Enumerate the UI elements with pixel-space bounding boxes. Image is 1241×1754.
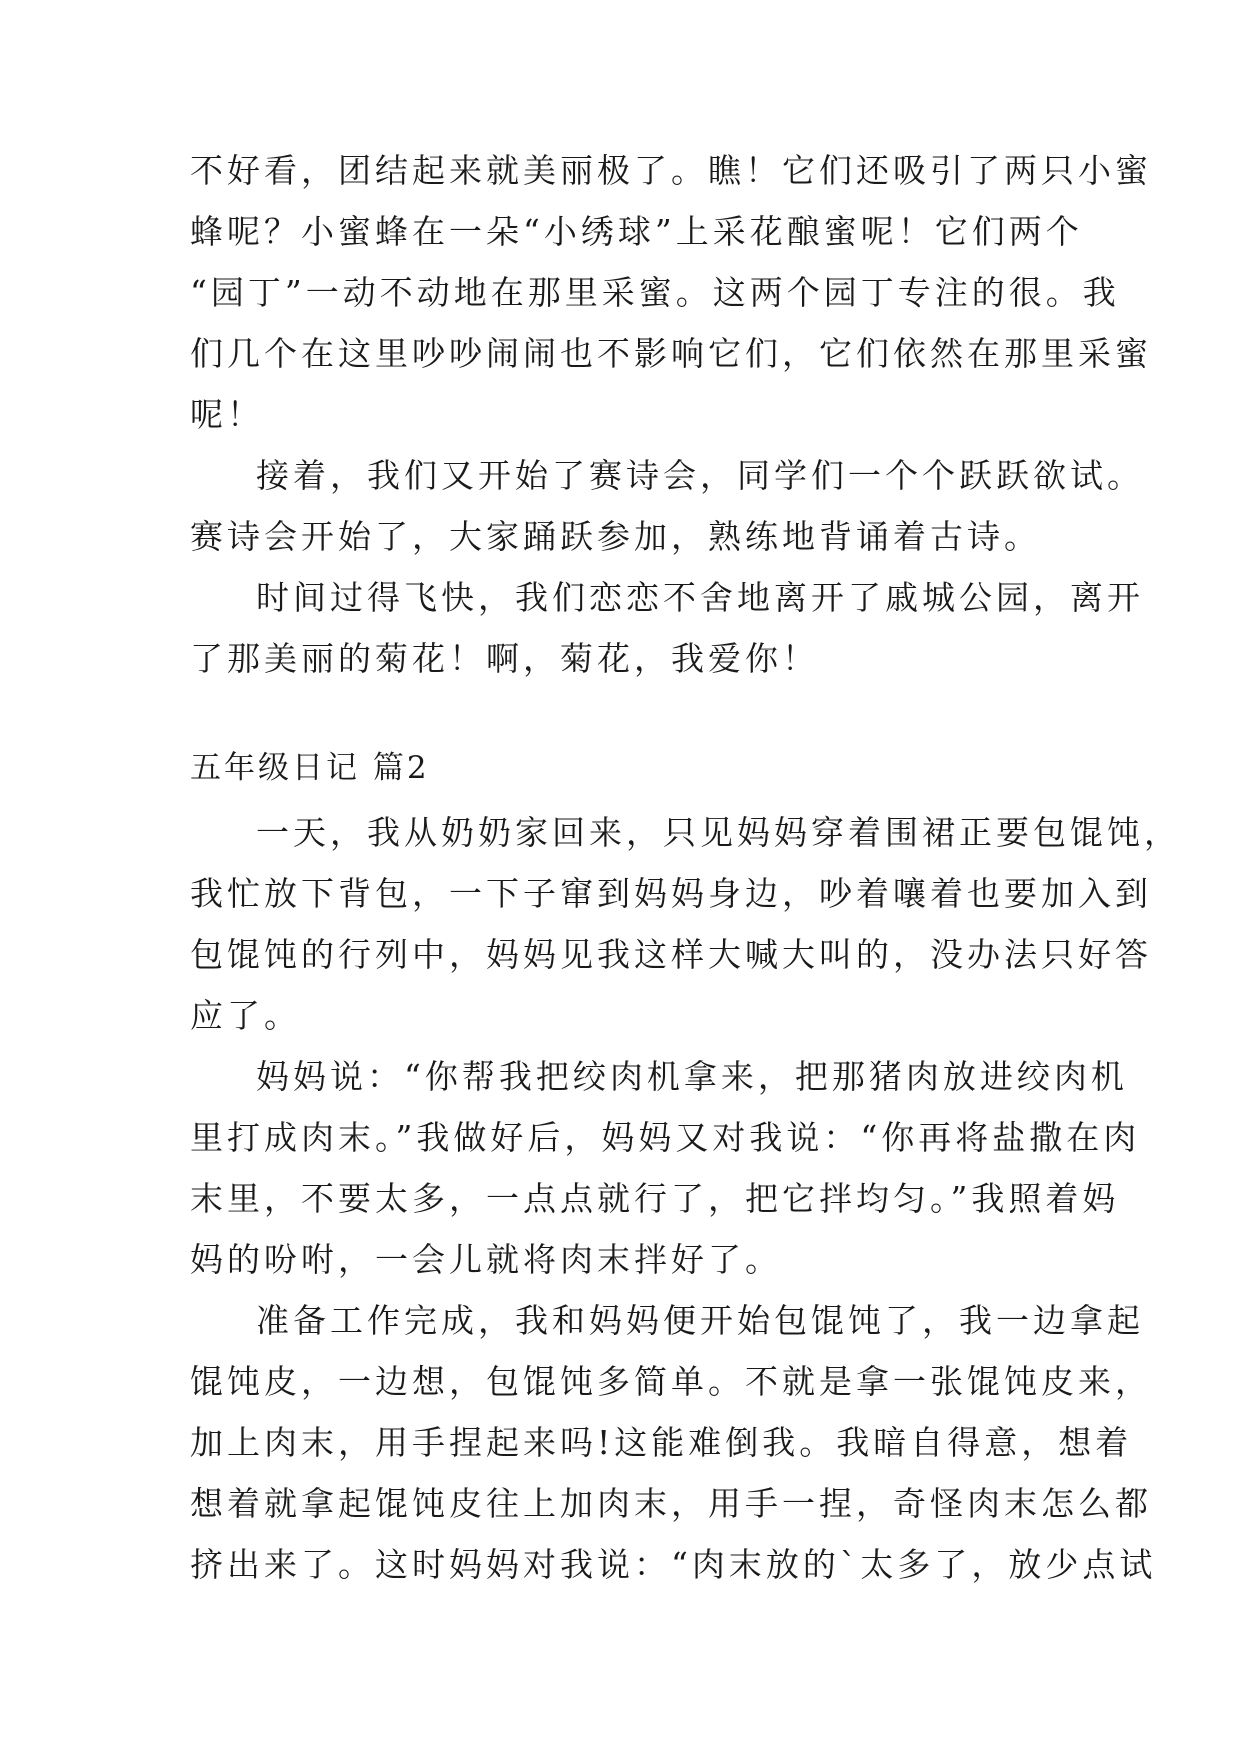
text-line: 想着就拿起馄饨皮往上加肉末，用手一捏，奇怪肉末怎么都: [190, 1484, 1152, 1523]
text-line: 加上肉末，用手捏起来吗!这能难倒我。我暗自得意，想着: [190, 1423, 1133, 1462]
section-heading: 五年级日记 篇2: [190, 750, 430, 786]
text-line: 准备工作完成，我和妈妈便开始包馄饨了，我一边拿起: [256, 1301, 1144, 1340]
text-line: 馄饨皮，一边想，包馄饨多简单。不就是拿一张馄饨皮来，: [190, 1362, 1152, 1401]
text-line: 里打成肉末。”我做好后，妈妈又对我说：“你再将盐撒在肉: [190, 1118, 1141, 1157]
text-line: 妈妈说：“你帮我把绞肉机拿来，把那猪肉放进绞肉机: [256, 1057, 1128, 1096]
text-line: 呢！: [190, 395, 264, 434]
text-line: 蜂呢？小蜜蜂在一朵“小绣球”上采花酿蜜呢！它们两个: [190, 212, 1083, 251]
article-part-1: [190, 140, 1152, 689]
text-line: 们几个在这里吵吵闹闹也不影响它们，它们依然在那里采蜜: [190, 334, 1152, 373]
text-line: 接着，我们又开始了赛诗会，同学们一个个跃跃欲试。: [256, 456, 1144, 495]
text-line: 我忙放下背包，一下子窜到妈妈身边，吵着嚷着也要加入到: [190, 874, 1152, 913]
article-part-2: [190, 802, 1181, 1595]
text-line: 妈的吩咐，一会儿就将肉末拌好了。: [190, 1240, 782, 1279]
text-line: 挤出来了。这时妈妈对我说：“肉末放的`太多了，放少点试: [190, 1545, 1157, 1584]
text-line: “园丁”一动不动地在那里采蜜。这两个园丁专注的很。我: [190, 273, 1120, 312]
text-line: 赛诗会开始了，大家踊跃参加，熟练地背诵着古诗。: [190, 517, 1041, 556]
text-line: 包馄饨的行列中，妈妈见我这样大喊大叫的，没办法只好答: [190, 935, 1152, 974]
text-line: 应了。: [190, 996, 301, 1035]
text-line: 不好看，团结起来就美丽极了。瞧！它们还吸引了两只小蜜: [190, 151, 1152, 190]
text-line: 末里，不要太多，一点点就行了，把它拌均匀。”我照着妈: [190, 1179, 1120, 1218]
text-line: 一天，我从奶奶家回来，只见妈妈穿着围裙正要包馄饨，: [256, 813, 1181, 852]
text-line: 了那美丽的菊花！啊，菊花，我爱你！: [190, 639, 819, 678]
text-line: 时间过得飞快，我们恋恋不舍地离开了戚城公园，离开: [256, 578, 1144, 617]
